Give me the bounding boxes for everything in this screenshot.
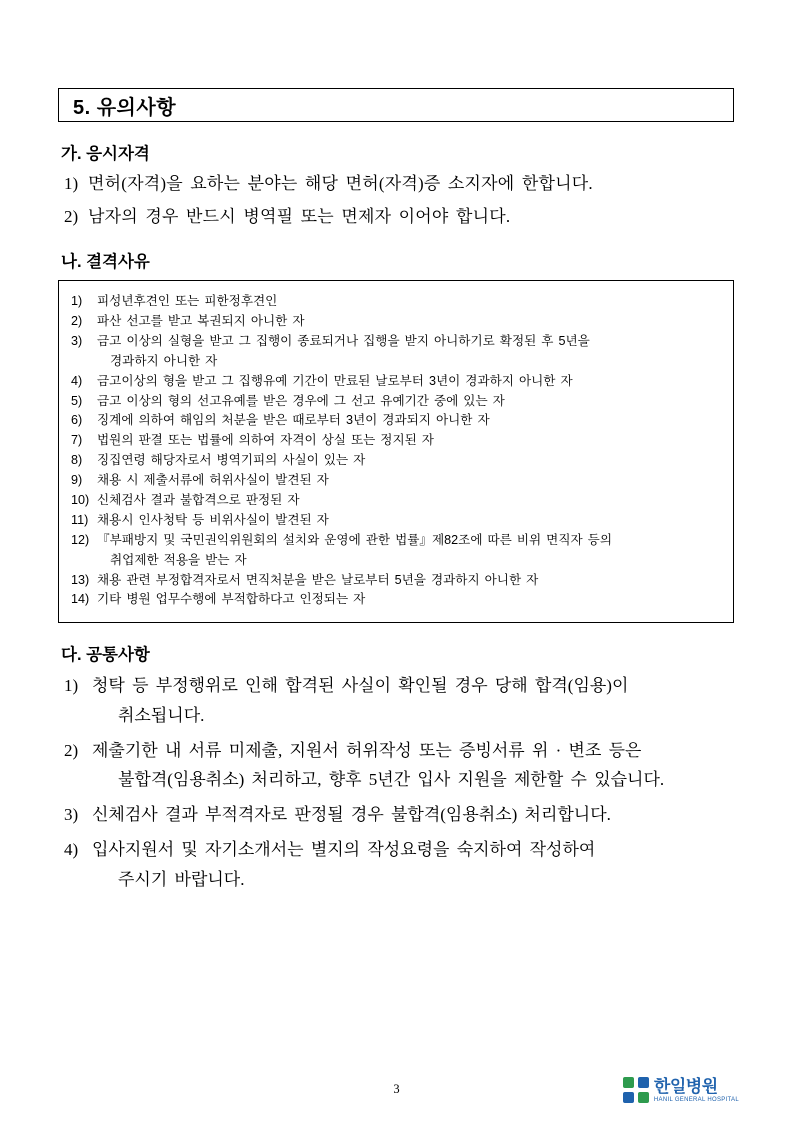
page-number: 3 (393, 1082, 400, 1096)
heading-disqualification: 나. 결격사유 (61, 253, 150, 272)
list-item (62, 170, 733, 198)
list-item-number: 1) (71, 294, 83, 309)
list-item (71, 372, 719, 392)
list-item (71, 332, 719, 372)
list-item-number: 2) (64, 740, 79, 760)
list-item-line1: 금고 이상의 형의 선고유예를 받은 경우에 그 선고 유예기간 중에 있는 자 (97, 393, 505, 408)
list-item (71, 590, 719, 610)
list-item-text (97, 332, 719, 372)
list-item-line1: 금고 이상의 실형을 받고 그 집행이 종료되거나 집행을 받지 아니하기로 확정된 후 5년을 (97, 333, 590, 348)
list-item-text (97, 471, 719, 491)
section-title-box (58, 88, 734, 122)
list-item-number: 1) (64, 174, 79, 193)
list-item-line1: 법원의 판결 또는 법률에 의하여 자격이 상실 또는 정지된 자 (97, 433, 434, 448)
list-item-text (97, 372, 719, 392)
list-item-line1: 징집연령 해당자로서 병역기피의 사실이 있는 자 (97, 453, 366, 468)
list-item-line1: 피성년후견인 또는 피한정후견인 (97, 294, 278, 309)
list-item (71, 571, 719, 591)
list-item-line1: 기타 병원 업무수행에 부적합하다고 인정되는 자 (97, 592, 366, 607)
list-item-number: 14) (71, 592, 90, 607)
list-item-number: 3) (71, 333, 83, 348)
list-item (64, 800, 733, 829)
list-item-text (97, 491, 719, 511)
common-list (64, 671, 733, 894)
list-item-text (92, 800, 733, 829)
list-item (71, 491, 719, 511)
list-item (64, 835, 733, 893)
list-item-number: 1) (64, 676, 79, 696)
heading-common: 다. 공통사항 (61, 646, 150, 665)
list-item-number: 13) (71, 572, 90, 587)
list-item-line1: 신체검사 결과 부적격자로 판정될 경우 불합격(임용취소) 처리합니다. (92, 805, 611, 825)
logo-text (654, 1078, 739, 1103)
list-item (71, 511, 719, 531)
list-item-line2: 불합격(임용취소) 처리하고, 향후 5년간 입사 지원을 제한할 수 있습니다. (118, 770, 665, 790)
list-item-text (97, 411, 719, 431)
list-item-text (97, 312, 719, 332)
list-item-line2: 주시기 바랍니다. (118, 869, 245, 889)
list-item-line1: 채용 시 제출서류에 허위사실이 발견된 자 (97, 473, 329, 488)
logo-name-en: HANIL GENERAL HOSPITAL (653, 1096, 739, 1103)
cross-logo-icon (623, 1077, 649, 1103)
list-item-text: 면허(자격)을 요하는 분야는 해당 면허(자격)증 소지자에 한합니다. (88, 174, 593, 193)
list-item-line1: 채용 관련 부정합격자로서 면직처분을 받은 날로부터 5년을 경과하지 아니한 자 (97, 572, 539, 587)
list-item (64, 671, 733, 729)
list-item (71, 471, 719, 491)
list-item-text: 남자의 경우 반드시 병역필 또는 면제자 이어야 합니다. (88, 206, 511, 226)
list-item-line1: 징계에 의하여 해임의 처분을 받은 때로부터 3년이 경과되지 아니한 자 (97, 413, 490, 428)
list-item-text (92, 671, 733, 729)
list-item-line1: 금고이상의 형을 받고 그 집행유예 기간이 만료된 날로부터 3년이 경과하지 아니한 자 (97, 373, 573, 388)
list-item (71, 431, 719, 451)
list-item (71, 411, 719, 431)
list-item-number: 2) (64, 206, 79, 226)
list-item-text (97, 431, 719, 451)
list-item-number: 3) (64, 805, 79, 825)
list-item-number: 7) (71, 433, 83, 448)
list-item-text (97, 451, 719, 471)
list-item-number: 10) (71, 492, 90, 507)
list-item-number: 4) (71, 373, 83, 388)
list-item-line1: 채용시 인사청탁 등 비위사실이 발견된 자 (97, 512, 329, 527)
list-item-text (97, 590, 719, 610)
list-item-number: 2) (71, 313, 83, 328)
page-title: 5. 유의사항 (73, 97, 177, 119)
list-item (71, 392, 719, 412)
list-item-line2: 취소됩니다. (118, 705, 205, 725)
list-item-line1: 파산 선고를 받고 복권되지 아니한 자 (97, 313, 305, 328)
list-item-line1: 『부패방지 및 국민권익위원회의 설치와 운영에 관한 법률』제82조에 따른 비위 면직자 등의 (97, 532, 612, 547)
list-item (62, 203, 733, 231)
list-item-line1: 청탁 등 부정행위로 인해 합격된 사실이 확인될 경우 당해 합격(임용)이 (92, 676, 629, 696)
list-item-line2: 취업제한 적용을 받는 자 (110, 552, 247, 567)
list-item (71, 451, 719, 471)
list-item-text (97, 392, 719, 412)
list-item-text (97, 571, 719, 591)
list-item-number: 5) (71, 393, 83, 408)
list-item-number: 4) (64, 840, 79, 860)
disqualification-box (58, 280, 734, 623)
list-item (71, 312, 719, 332)
list-item-line1: 입사지원서 및 자기소개서는 별지의 작성요령을 숙지하여 작성하여 (92, 840, 596, 860)
list-item-number: 11) (71, 512, 89, 527)
list-item-number: 8) (71, 453, 83, 468)
list-item (71, 292, 719, 312)
heading-eligibility: 가. 응시자격 (61, 145, 150, 163)
eligibility-list (62, 170, 733, 230)
list-item-text (97, 292, 719, 312)
list-item (64, 736, 733, 794)
logo-name-ko: 한일병원 (653, 1076, 718, 1096)
list-item-text (92, 736, 733, 794)
list-item-line1: 신체검사 결과 불합격으로 판정된 자 (97, 492, 300, 507)
list-item-text (97, 531, 719, 571)
list-item-line2: 경과하지 아니한 자 (110, 353, 218, 368)
list-item-number: 12) (71, 532, 90, 547)
list-item-text (97, 511, 719, 531)
list-item-text (92, 835, 733, 893)
list-item-number: 6) (71, 413, 83, 428)
hospital-logo (623, 1077, 739, 1103)
list-item-number: 9) (71, 473, 83, 488)
list-item-line1: 제출기한 내 서류 미제출, 지원서 허위작성 또는 증빙서류 위 · 변조 등은 (92, 740, 642, 760)
list-item (71, 531, 719, 571)
disqualification-list (71, 292, 719, 610)
